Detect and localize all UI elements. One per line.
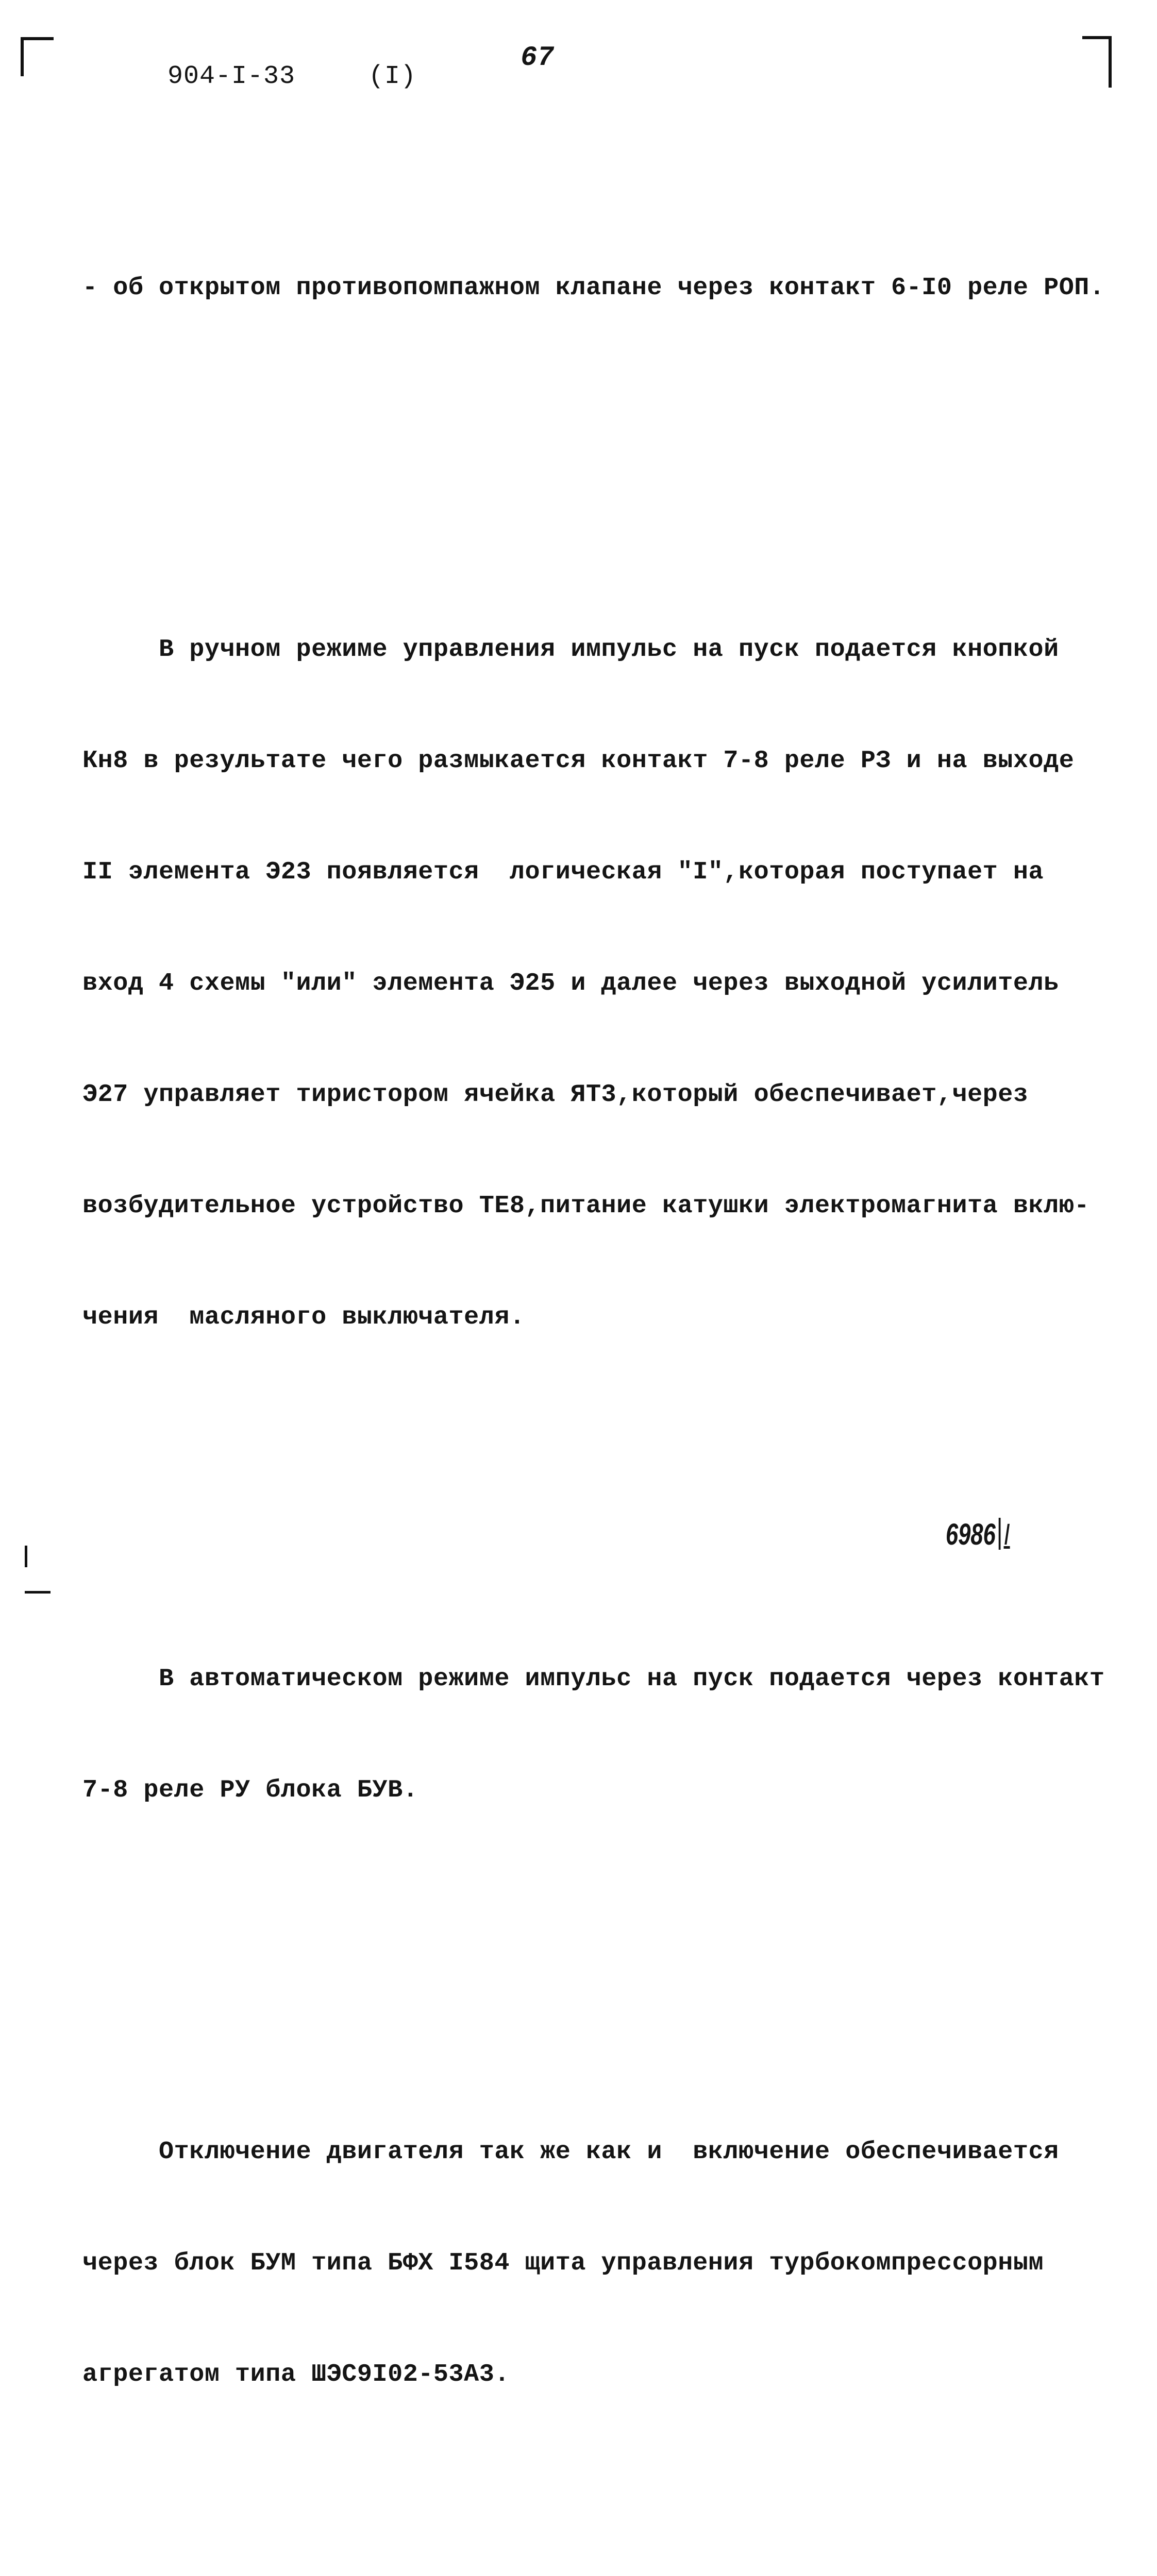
paragraph-1	[82, 195, 1129, 381]
text-line: возбудительное устройство ТЕ8,питание катушки электромагнита вклю-	[82, 1192, 1089, 1220]
document-body	[82, 121, 1129, 2576]
sheet-code: 6986	[946, 1518, 996, 1551]
corner-mark-top-right-vertical	[1109, 36, 1112, 88]
text-line: через блок БУМ типа БФХ I584 щита управления турбокомпрессорным	[82, 2249, 1044, 2277]
stamp-divider	[999, 1518, 1001, 1550]
document-code: 904-I-33	[167, 62, 296, 91]
text-line: Отключение двигателя так же как и включение обеспечивается	[82, 2138, 1059, 2166]
paragraph-4	[82, 2059, 1129, 2467]
text-line: агрегатом типа ШЭС9I02-53А3.	[82, 2360, 510, 2388]
page-number: 67	[521, 42, 554, 74]
text-line: - об открытом противопомпажном клапане через контакт 6-I0 реле РОП.	[82, 274, 1105, 302]
corner-mark-bottom-left-vertical	[25, 1546, 27, 1567]
text-line: В автоматическом режиме импульс на пуск подается через контакт	[82, 1665, 1105, 1693]
sheet-stamp	[946, 1517, 1010, 1552]
text-line: Э27 управляет тиристором ячейка ЯТ3,который обеспечивает,через	[82, 1080, 1029, 1109]
text-line: чения масляного выключателя.	[82, 1303, 525, 1331]
text-line: 7-8 реле РУ блока БУВ.	[82, 1776, 418, 1804]
document-part: (I)	[368, 62, 417, 91]
paragraph-3	[82, 1586, 1129, 1883]
text-line: Кн8 в результате чего размыкается контакт 7-8 реле РЗ и на выходе	[82, 747, 1075, 775]
corner-mark-top-left-horizontal	[21, 37, 54, 40]
text-line: вход 4 схемы "или" элемента Э25 и далее через выходной усилитель	[82, 969, 1059, 997]
text-line: II элемента Э23 появляется логическая "I",которая поступает на	[82, 858, 1044, 886]
text-line: В ручном режиме управления импульс на пуск подается кнопкой	[82, 635, 1059, 664]
corner-mark-top-left-vertical	[21, 37, 24, 76]
sheet-suffix: I	[1003, 1518, 1010, 1551]
paragraph-2	[82, 557, 1129, 1410]
corner-mark-top-right-horizontal	[1082, 36, 1112, 39]
corner-mark-bottom-left-horizontal	[25, 1591, 51, 1594]
